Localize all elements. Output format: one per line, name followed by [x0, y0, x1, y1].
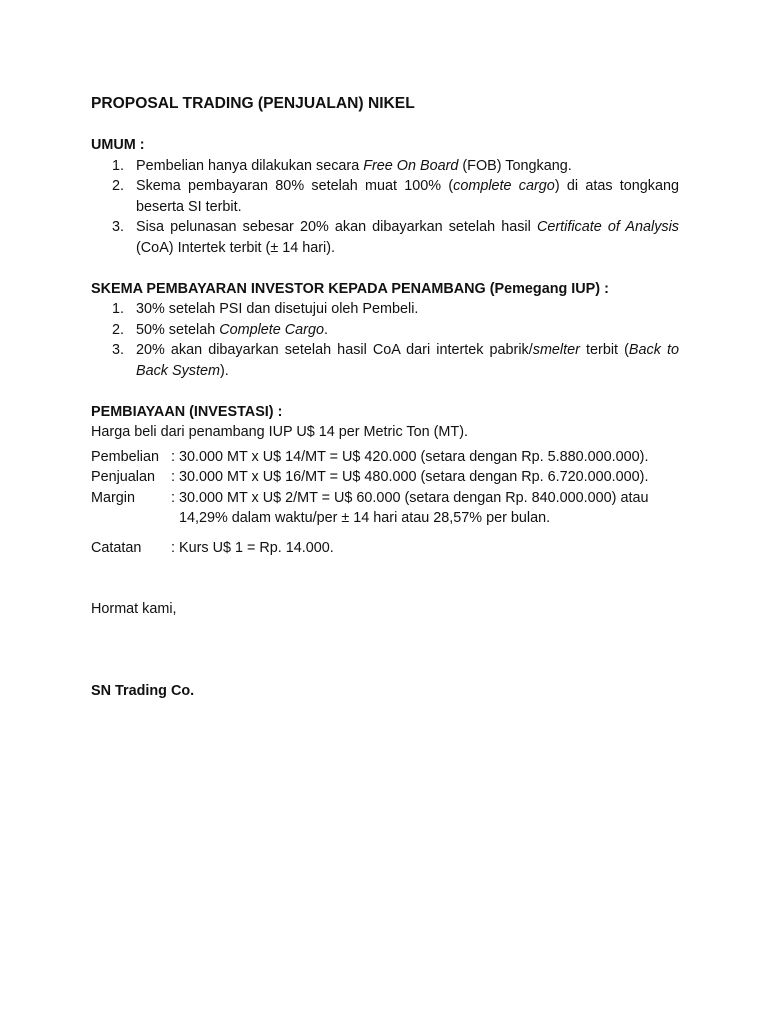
calc-row-margin: Margin : 30.000 MT x U$ 2/MT = U$ 60.000 (setara dengan Rp. 840.000.000) atau 14,29% dalam waktu/per ± 14 hari atau 28,57% per bulan.	[91, 489, 649, 526]
section-heading-skema: SKEMA PEMBAYARAN INVESTOR KEPADA PENAMBANG (Pemegang IUP) :	[91, 280, 609, 297]
section-heading-pembiayaan: PEMBIAYAAN (INVESTASI) :	[91, 403, 283, 420]
list-item: 1. Pembelian hanya dilakukan secara Free On Board (FOB) Tongkang.	[112, 157, 572, 174]
list-item: 3. 20% akan dibayarkan setelah hasil CoA dari intertek pabrik/smelter terbit (Back to Back System).	[112, 342, 680, 379]
pembiayaan-intro: Harga beli dari penambang IUP U$ 14 per Metric Ton (MT).	[91, 424, 468, 440]
calc-row-penjualan: Penjualan : 30.000 MT x U$ 16/MT = U$ 480.000 (setara dengan Rp. 6.720.000.000).	[91, 469, 649, 485]
list-item: 2. Skema pembayaran 80% setelah muat 100% (complete cargo) di atas tongkang beserta SI terbit.	[112, 178, 680, 215]
company-signature: SN Trading Co.	[91, 682, 195, 699]
section-heading-umum: UMUM :	[91, 137, 145, 153]
closing-salutation: Hormat kami,	[91, 601, 177, 617]
umum-list	[91, 156, 679, 259]
skema-list	[91, 299, 679, 381]
calc-row-catatan: Catatan : Kurs U$ 1 = Rp. 14.000.	[91, 539, 334, 556]
calculation-table	[91, 447, 679, 559]
list-item: 2. 50% setelah Complete Cargo.	[112, 321, 328, 338]
list-item: 3. Sisa pelunasan sebesar 20% akan dibayarkan setelah hasil Certificate of Analysis (CoA) Intertek terbit (± 14 hari).	[112, 219, 679, 256]
document-title: PROPOSAL TRADING (PENJUALAN) NIKEL	[91, 95, 415, 112]
list-item: 1. 30% setelah PSI dan disetujui oleh Pembeli.	[112, 301, 419, 317]
document-body	[91, 93, 679, 701]
calc-row-pembelian: Pembelian : 30.000 MT x U$ 14/MT = U$ 420.000 (setara dengan Rp. 5.880.000.000).	[91, 448, 649, 465]
